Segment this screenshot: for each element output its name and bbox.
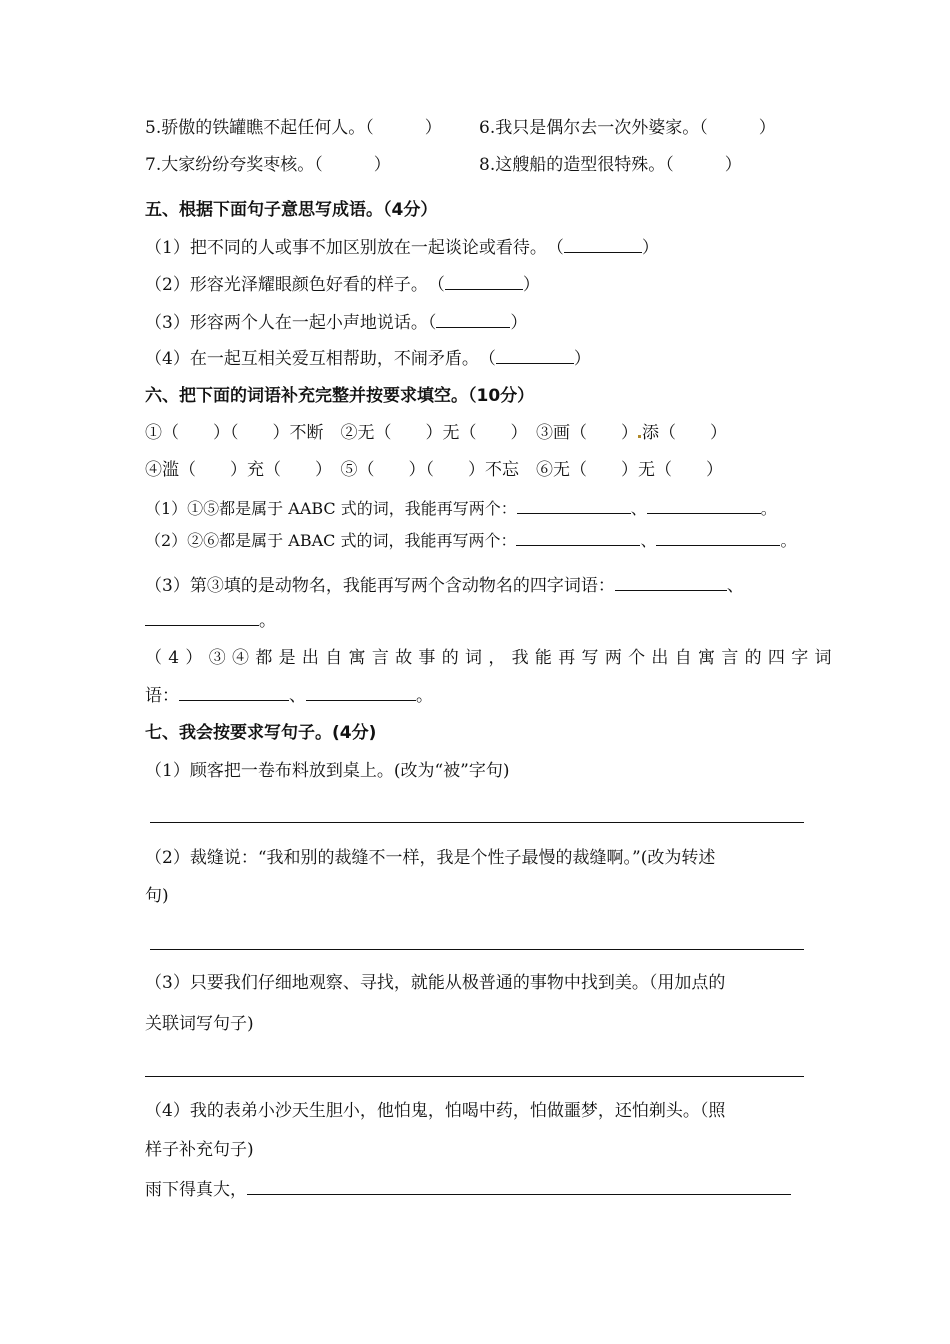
s7-q3: （3）只要我们仔细地观察、寻找，就能从极普通的事物中找到美。（用加点的 (145, 973, 726, 993)
answer-blank[interactable] (247, 1178, 791, 1195)
answer-blank[interactable] (647, 497, 761, 514)
s4-q5: 5.骄傲的铁罐瞧不起任何人。（ ） (145, 118, 442, 138)
answer-blank[interactable] (145, 609, 259, 626)
answer-blank[interactable] (445, 273, 523, 290)
answer-blank[interactable] (306, 684, 416, 701)
s7-q2: （2）裁缝说：“我和别的裁缝不一样，我是个性子最慢的裁缝啊。”(改为转述 (145, 848, 716, 868)
s5-title: 五、根据下面句子意思写成语。（4分） (145, 200, 438, 220)
s6-q3-cont: 。 (145, 609, 276, 632)
answer-blank[interactable] (564, 236, 642, 253)
s4-q6: 6.我只是偶尔去一次外婆家。（ ） (479, 118, 776, 138)
s4-q7: 7.大家纷纷夸奖枣核。（ ） (145, 155, 391, 175)
answer-line[interactable] (145, 1076, 804, 1077)
s5-item-1: （1）把不同的人或事不加区别放在一起谈论或看待。 （ ） (145, 238, 659, 258)
answer-line[interactable] (150, 949, 804, 950)
s7-q4: （4）我的表弟小沙天生胆小，他怕鬼，怕喝中药，怕做噩梦，还怕剃头。（照 (145, 1101, 726, 1121)
s5-item-3: （3）形容两个人在一起小声地说话。（ ） (145, 313, 528, 333)
answer-blank[interactable] (656, 529, 780, 546)
s6-row1: ①（ ）（ ）不断 ②无（ ）无（ ） ③画（ ） 添（ ） (145, 423, 727, 443)
s5-item-4: （4）在一起互相关爱互相帮助，不闹矛盾。 （ ） (145, 349, 591, 369)
answer-blank[interactable] (516, 529, 640, 546)
s7-q2-cont: 句) (145, 886, 169, 906)
s6-row2: ④滥（ ）充（ ） ⑤（ ）（ ）不忘 ⑥无（ ）无（ ） (145, 460, 723, 480)
s7-q4-cont: 样子补充句子) (145, 1140, 254, 1160)
s7-q3-cont: 关联词写句子) (145, 1014, 254, 1034)
s6-q2: （2）②⑥都是属于 ABAC 式的词，我能再写两个： 、 。 (145, 531, 797, 550)
answer-blank[interactable] (496, 347, 574, 364)
s6-q1: （1）①⑤都是属于 AABC 式的词，我能再写两个： 、 。 (145, 499, 777, 518)
s5-item-2: （2）形容光泽耀眼颜色好看的样子。 （ ） (145, 275, 540, 295)
s6-title: 六、把下面的词语补充完整并按要求填空。（10分） (145, 386, 535, 406)
answer-blank[interactable] (436, 311, 510, 328)
s7-title: 七、我会按要求写句子。(4分) (145, 723, 377, 743)
answer-blank[interactable] (615, 574, 727, 591)
s6-q4: （4）③④都是出自寓言故事的词，我能再写两个出自寓言的四字词 (145, 648, 838, 668)
s6-q4-cont: 语： 、 。 (145, 686, 433, 706)
answer-blank[interactable] (517, 497, 631, 514)
answer-blank[interactable] (179, 684, 289, 701)
s7-q4-example: 雨下得真大， (145, 1178, 791, 1201)
s7-q1: （1）顾客把一卷布料放到桌上。(改为“被”字句) (145, 761, 510, 781)
emphasis-dot-icon (638, 435, 641, 438)
s6-q3: （3）第③填的是动物名，我能再写两个含动物名的四字词语： 、 (145, 576, 744, 596)
answer-line[interactable] (150, 822, 804, 823)
s4-q8: 8.这艘船的造型很特殊。（ ） (479, 155, 742, 175)
